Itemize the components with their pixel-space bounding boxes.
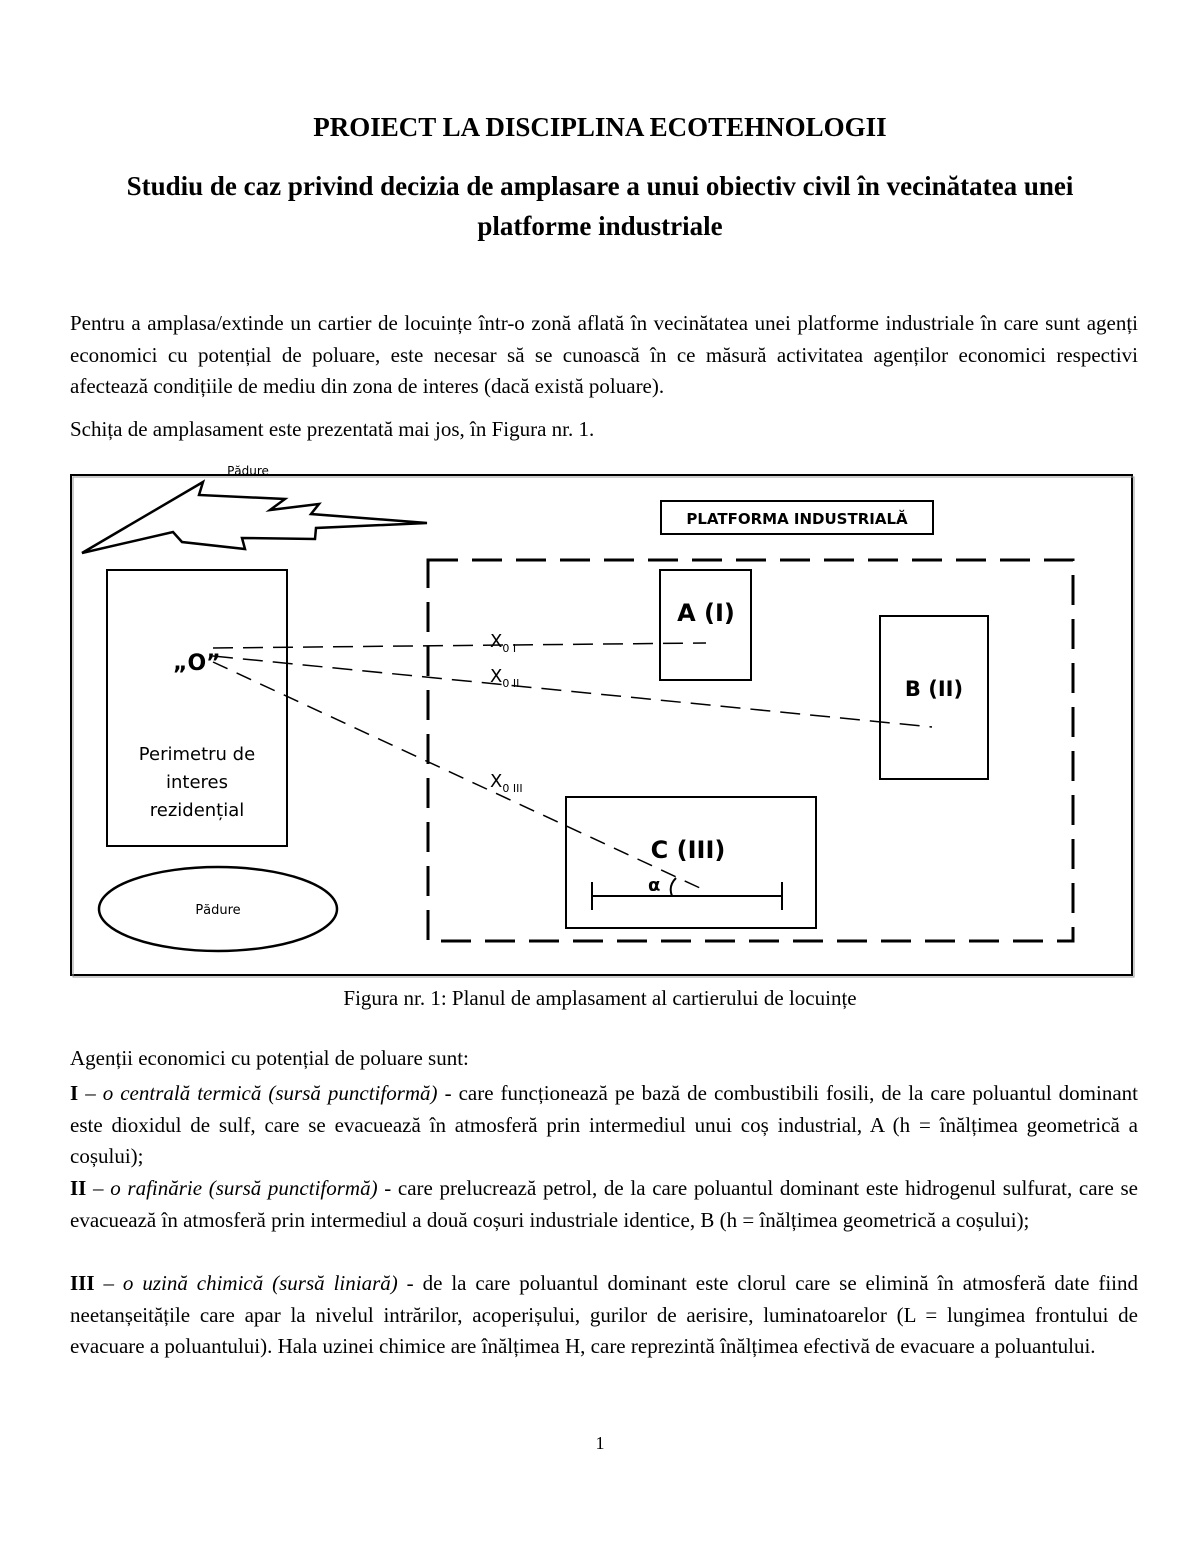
agent-number: I (70, 1081, 79, 1105)
agent-item-ii: II – o rafinărie (sursă punctiformă) - care prelucrează petrol, de la care poluantul dominant este hidrogenul sulfurat, care se evacuează în atmosferă prin intermediul a două coșuri industriale identice, B (h = înălțimea geometrică a coșului); (70, 1176, 1138, 1232)
page-subtitle: Studiu de caz privind decizia de amplasare a unui obiectiv civil în vecinătatea unei platforme industriale (126, 171, 1074, 241)
agent-type: o rafinărie (sursă punctiformă) (110, 1176, 378, 1200)
agent-description: - de la care poluantul dominant este clorul care se elimină în atmosferă date fiind neetanșeitățile care apar la nivelul intrărilor, acoperișului, gurilor de aerisire, luminatoarelor (L = lungimea frontului de evacuare a poluantului). Hala uzinei chimice are înălțimea H, care reprezintă înălțimea efectivă de evacuare a poluantului. (70, 1271, 1138, 1358)
residential-label-line3: rezidențial (149, 800, 245, 821)
agent-item-i: I – o centrală termică (sursă punctiformă) - care funcționează pe bază de combustibili fosili, de la care poluantul dominant este dioxidul de sulf, care se evacuează în atmosferă prin intermediul unui coș industrial, A (h = înălțimea geometrică a coșului); (70, 1081, 1139, 1168)
intro-paragraph: Pentru a amplasa/extinde un cartier de locuințe într-o zonă aflată în vecinătatea unei platforme industriale în care sunt agenți economici cu potențial de poluare, este necesar să se cunoască în ce măsură activitatea agenților economici respectivi afectează condițiile de mediu din zona de interes (dacă există poluare). (70, 311, 1138, 398)
angle-arc (671, 878, 676, 896)
platform-label: PLATFORMA INDUSTRIALĂ (686, 510, 908, 528)
figure-caption: Figura nr. 1: Planul de amplasament al cartierului de locuințe (343, 986, 857, 1010)
forest-top-shape (82, 482, 427, 553)
distance-label-ii: $X_{0 II}$ (490, 666, 520, 690)
forest-top-label: Pădure (227, 464, 269, 478)
forest-bottom-label: Pădure (195, 903, 241, 918)
agent-description: - care funcționează pe bază de combustibili fosili, de la care poluantul dominant este dioxidul de sulf, care se evacuează în atmosferă prin intermediul unui coș industrial, A (h = înălțimea geometrică a coșului); (70, 1081, 1139, 1168)
agent-number: III (70, 1271, 95, 1295)
sketch-sentence: Schița de amplasament este prezentată mai jos, în Figura nr. 1. (70, 417, 595, 441)
page-number: 1 (595, 1433, 605, 1453)
site-plan-figure (0, 455, 1200, 985)
agent-item-iii: III – o uzină chimică (sursă liniară) - de la care poluantul dominant este clorul care se elimină în atmosferă date fiind neetanșeitățile care apar la nivelul intrărilor, acoperișului, gurilor de aerisire, luminatoarelor (L = lungimea frontului de evacuare a poluantului). Hala uzinei chimice are înălțimea H, care reprezintă înălțimea efectivă de evacuare a poluantului. (70, 1271, 1138, 1358)
source-b-label: B (II) (904, 677, 964, 701)
residential-label-line1: Perimetru de (138, 744, 256, 765)
point-o-label: „O” (173, 651, 221, 676)
source-a-label: A (I) (677, 599, 735, 627)
agent-description: - care prelucrează petrol, de la care poluantul dominant este hidrogenul sulfurat, care se evacuează în atmosferă prin intermediul a două coșuri industriale identice, B (h = înălțimea geometrică a coșului); (70, 1176, 1138, 1232)
distance-label-i: $X_{0 I}$ (490, 631, 517, 655)
figure-frame (71, 475, 1132, 975)
agents-intro: Agenții economici cu potențial de poluare sunt: (70, 1046, 469, 1070)
page-title: PROIECT LA DISCIPLINA ECOTEHNOLOGII (313, 112, 887, 142)
angle-alpha-label: α (648, 875, 661, 896)
agent-number: II (70, 1176, 87, 1200)
residential-label-line2: interes (166, 772, 228, 793)
agent-type: o centrală termică (sursă punctiformă) (102, 1081, 438, 1105)
distance-line-ii (213, 656, 932, 727)
agent-type: o uzină chimică (sursă liniară) (122, 1271, 398, 1295)
distance-label-iii: $X_{0 III}$ (490, 771, 523, 795)
source-c-label: C (III) (650, 836, 726, 864)
